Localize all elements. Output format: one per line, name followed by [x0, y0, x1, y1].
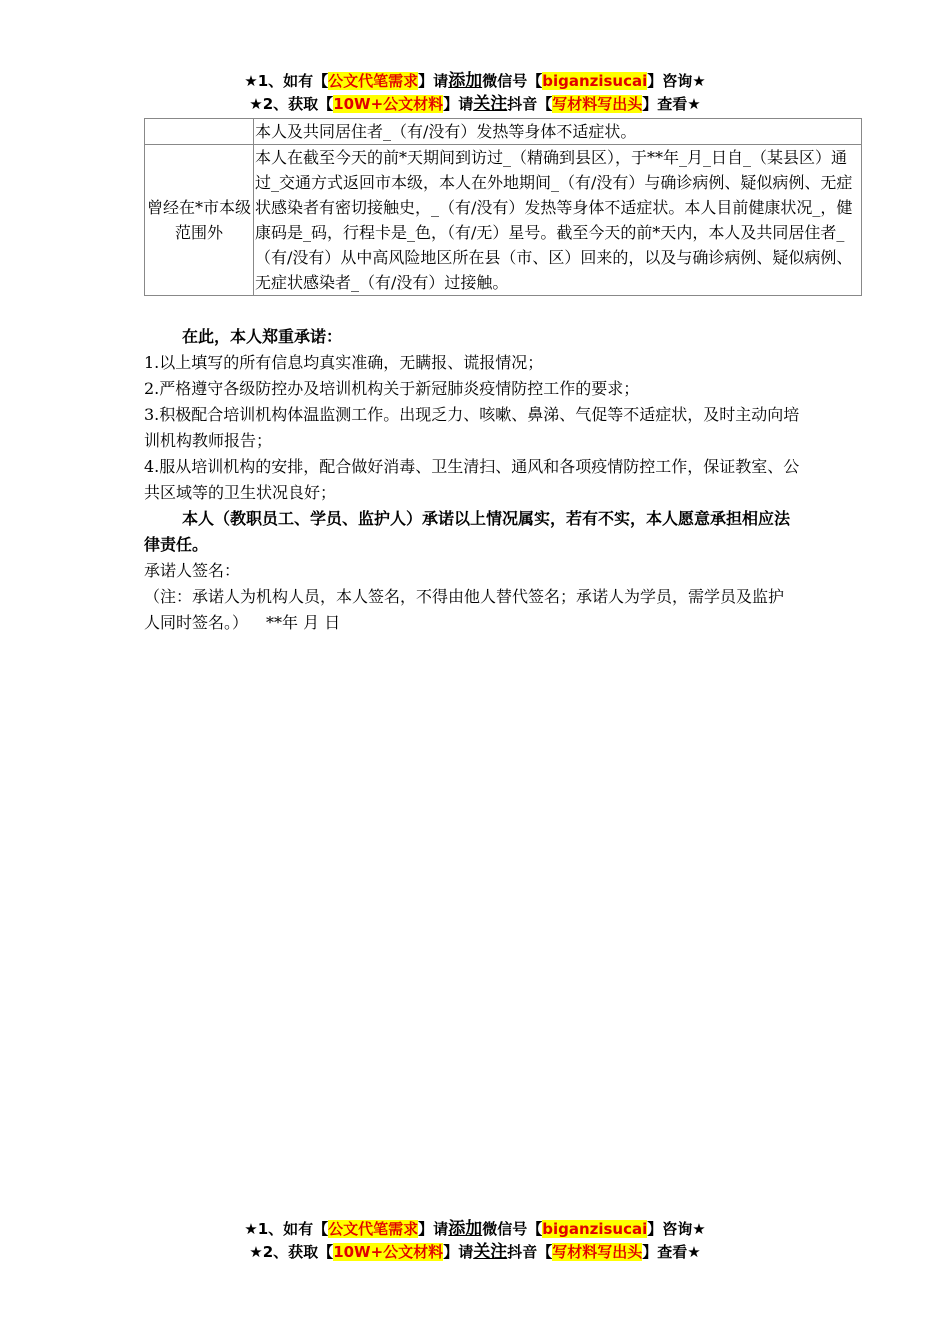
row-content: 本人及共同居住者_（有/没有）发热等身体不适症状。: [254, 119, 862, 145]
banner-highlight: 写材料写出头: [552, 1243, 643, 1261]
banner-highlight: 10W+公文材料: [333, 95, 444, 113]
banner-highlight: 公文代笔需求: [328, 1220, 419, 1238]
banner-emphasis: 添加: [448, 1219, 483, 1239]
pledge-heading: 在此，本人郑重承诺：: [182, 327, 343, 346]
pledge-statement: 本人（教职员工、学员、监护人）承诺以上情况属实，若有不实，本人愿意承担相应法律责任。: [144, 509, 791, 554]
banner-highlight: 公文代笔需求: [328, 72, 419, 90]
banner-text: 微信号【: [482, 1220, 543, 1238]
row-label: 曾经在*市本级范围外: [145, 145, 254, 296]
banner-text: 】查看★: [642, 1243, 701, 1261]
footer-banner: [0, 1218, 950, 1264]
info-table: [144, 118, 862, 296]
banner-text: 】请: [443, 1243, 474, 1261]
banner-text: 】咨询★: [647, 72, 706, 90]
row-label: [145, 119, 254, 145]
banner-text: 抖音【: [507, 1243, 553, 1261]
banner-line-2: [0, 1241, 950, 1264]
banner-emphasis: 关注: [473, 1242, 508, 1262]
row-content: 本人在截至今天的前*天期间到访过_（精确到县区），于**年_月_日自_（某县区）通过_交通方式返回市本级，本人在外地期间_（有/没有）与确诊病例、疑似病例、无症状感染者有密切接触史，_（有/没有）发热等身体不适症状。本人目前健康状况_，健康码是_码，行程卡是_色，（有/无）星号。截至今天的前*天内，本人及共同居住者_（有/没有）从中高风险地区所在县（市、区）回来的，以及与确诊病例、疑似病例、无症状感染者_（有/没有）过接触。: [254, 145, 862, 296]
signature-label: 承诺人签名：: [144, 561, 241, 580]
banner-emphasis: 关注: [473, 94, 508, 114]
banner-line-1: [0, 70, 950, 93]
date-field: **年 月 日: [266, 613, 341, 632]
header-banner: [0, 70, 950, 116]
banner-text: ★1、如有【: [244, 1220, 329, 1238]
signature-note: [144, 584, 794, 636]
banner-text: 微信号【: [482, 72, 543, 90]
pledge-item: 2.严格遵守各级防控办及培训机构关于新冠肺炎疫情防控工作的要求；: [144, 379, 640, 398]
pledge-item: 4.服从培训机构的安排，配合做好消毒、卫生清扫、通风和各项疫情防控工作，保证教室、公共区域等的卫生状况良好；: [144, 457, 800, 502]
banner-text: ★2、获取【: [249, 1243, 334, 1261]
table-row: [145, 119, 862, 145]
banner-line-1: [0, 1218, 950, 1241]
banner-text: ★2、获取【: [249, 95, 334, 113]
banner-text: 】请: [418, 1220, 449, 1238]
banner-emphasis: 添加: [448, 71, 483, 91]
banner-text: 】咨询★: [647, 1220, 706, 1238]
banner-highlight: 写材料写出头: [552, 95, 643, 113]
banner-text: 抖音【: [507, 95, 553, 113]
banner-highlight: biganzisucai: [542, 72, 648, 90]
table-row: [145, 145, 862, 296]
banner-highlight: 10W+公文材料: [333, 1243, 444, 1261]
note-text: （注：承诺人为机构人员，本人签名，不得由他人替代签名；承诺人为学员，需学员及监护人同时签名。）: [144, 587, 785, 632]
banner-text: 】请: [418, 72, 449, 90]
pledge-section: [144, 324, 814, 636]
pledge-item: 1.以上填写的所有信息均真实准确，无瞒报、谎报情况；: [144, 353, 544, 372]
banner-highlight: biganzisucai: [542, 1220, 648, 1238]
banner-text: ★1、如有【: [244, 72, 329, 90]
banner-text: 】查看★: [642, 95, 701, 113]
banner-line-2: [0, 93, 950, 116]
pledge-item: 3.积极配合培训机构体温监测工作。出现乏力、咳嗽、鼻涕、气促等不适症状，及时主动向培训机构教师报告；: [144, 405, 800, 450]
banner-text: 】请: [443, 95, 474, 113]
